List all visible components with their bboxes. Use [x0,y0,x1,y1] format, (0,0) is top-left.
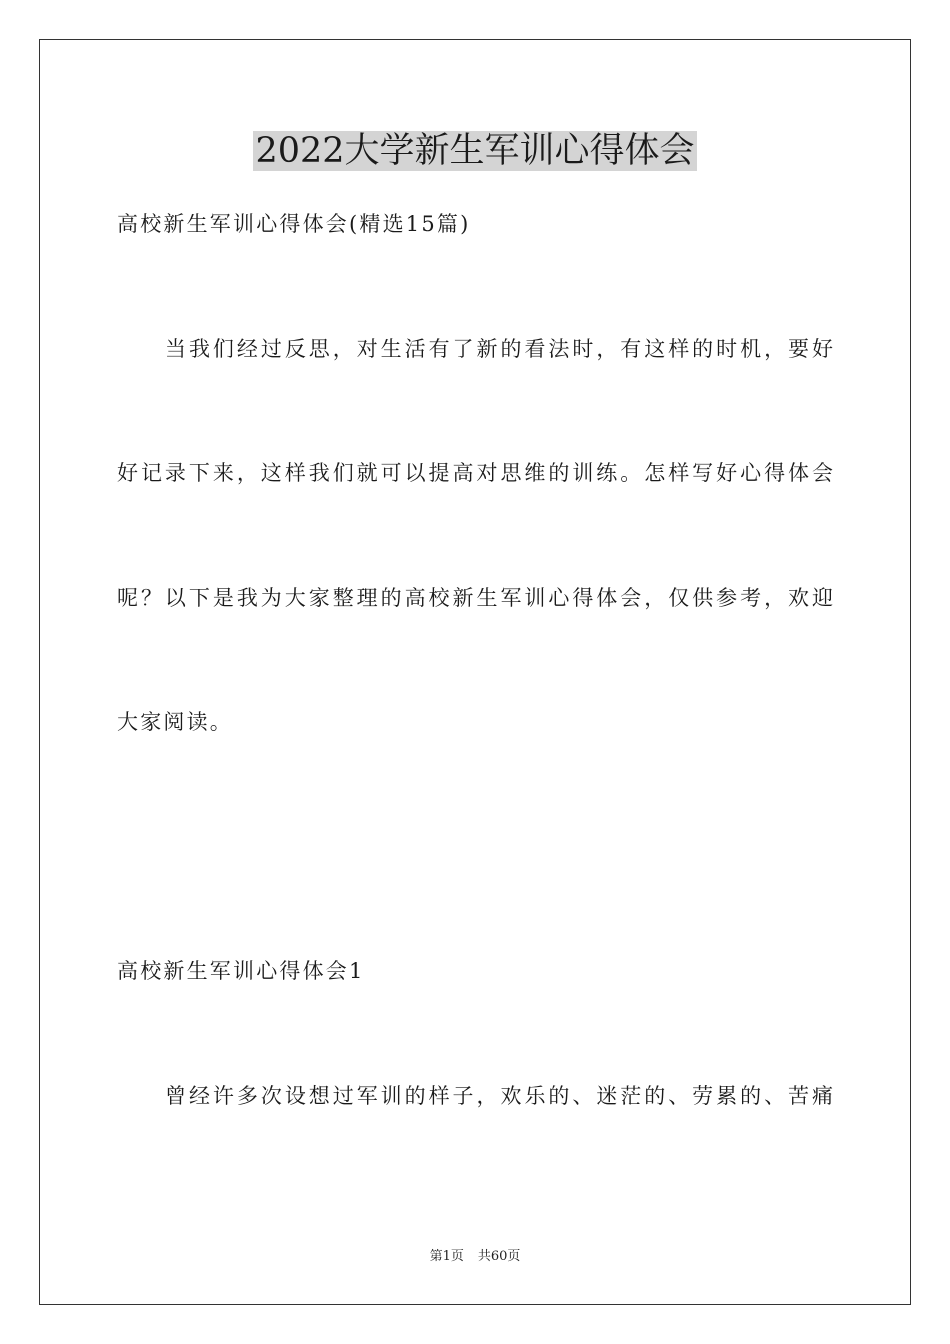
section-heading: 高校新生军训心得体会1 [117,959,365,983]
intro-line-4: 大家阅读。 [117,710,233,734]
page-number-total: 共60页 [477,1249,521,1264]
document-subtitle: 高校新生军训心得体会(精选15篇) [117,212,471,236]
intro-line-3: 呢？以下是我为大家整理的高校新生军训心得体会，仅供参考，欢迎 [117,586,833,610]
page-number-current: 第1页 [429,1249,464,1264]
section-line-1: 曾经许多次设想过军训的样子，欢乐的、迷茫的、劳累的、苦痛 [165,1084,833,1108]
document-title [0,127,950,175]
page-footer [0,1247,950,1267]
intro-line-1: 当我们经过反思，对生活有了新的看法时，有这样的时机，要好 [165,337,833,361]
intro-line-2: 好记录下来，这样我们就可以提高对思维的训练。怎样写好心得体会 [117,461,833,485]
document-title-text: 2022大学新生军训心得体会 [255,131,695,171]
